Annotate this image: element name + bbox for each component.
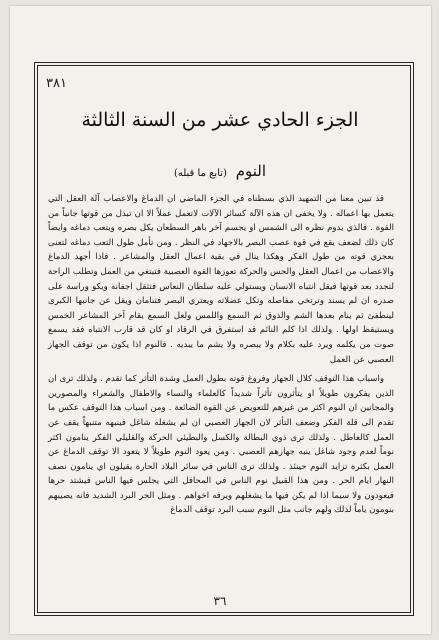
part-heading: الجزء الحادي عشر من السنة الثالثة: [81, 109, 359, 131]
page-number-top: ٣٨١: [46, 76, 67, 91]
book-page: [10, 6, 431, 634]
paragraph: واسباب هذا التوقف كلال الجهاز وفروغ قوته بطول العمل وشدة التأثر كما تقدم . ولذلك ترى ان الذين يفكرون طويلاً او يتأثرون تأثراً شديداً كالعلماء والنساء والاطفال والشعراء والمصورين والمجانين ان النوم اكثر من غيرهم للتعويض عن القوة الضائعة . ومن اسباب هذا التوقف عكس ما تقدم الى قلة الفكر وضعف التأثر لان الجهاز العصبي ان لم يشغله شاغل فينبهه متنبهاً يقف عن العمل كالعاطل . ولذلك ترى ذوي البطالة والكسل والبطيئي الحركة والقليلي الفكر ينامون اكثر نوماً لعدم وجود شاغل ينبه جهازهم العصبي . ومن يعود النوم طويلاً لا يتعود الا توقف الدماغ عن العمل بكثرة تزايد النوم حينئذ . ولذلك ترى الناس في سائر البلاد الحارة يقيلون اي ينامون نصف النهار ايام الحر . ومن هذا القبيل نوم الناس في المحافل التي يجلس فيها الناس فيشتد حرها فيعودون ولا سيما اذا لم يكن فيها ما يشغلهم ويرفه اخواهم . ومثل الحر البرد الشديد فانه يصيبهم بنومون ياماً لذلك ولهم جانب مثل النوم سبب البرد توقف الدماغ: [48, 374, 394, 516]
section-title: [40, 162, 400, 180]
section-subtitle: (تابع ما قبله): [173, 168, 227, 179]
section-title-text: النوم: [235, 162, 267, 180]
body-text: [48, 192, 394, 518]
paragraph: قد تبين معنا من التمهيد الذي بسطناه في الجزء الماضي ان الدماغ والاعصاب آلة العقل التي يتعمل بها اعماله . ولا يخفى ان هذه الآلة كسائر الآلات لاتعمل عملاً الا ان تبذل من قوتها جانباً من القوة . فالذي يدوم نظره الى الشمس او يجسم آخر باهر السطعان يكل بصره ويتعب دماغه وايضاً كان ذلك لضعف يقع في قوة عصب البصر بالاجهاد في النظر . ومن تأمل طول التعب دماغه لتعنى بعجزي قوته من طول الفكر وهكذا ينال في بقية اعمال العقل والمشاعر . فاذا أجهد الدماغ والاعصاب من اعمال العقل والحس والحركة تعوزها القوة العصبية فتبتغي من العمل وتطلب الراحة لتجدد بعد قوتها فيقل انتباه الانسان ويستولي عليه سلطان النعاس فتثقل اجفانه ويكو وراسة على صدره ان لم يسند وترتخي مفاصله وتكل عضلاته ويعتري البصر فتنامان ويقل عن جانبها الكبرى لينطفئ ثم ينام بعدها الشم والذوق ثم السمع واللمس ولعل السمع يقام آخر المشاعر الخمس ويستيقظ اولها . ولذلك اذا كلم النائم قد استفرق في الرقاد او كان قد قارب الانتباه فقد يسمع صوت من يكلمه ويرد عليه بكلام ولا يبصره ولا يشم ما يبديه . فالنوم اذا يكون من توقف الجهاز العصبي عن العمل: [48, 194, 394, 365]
page-number-bottom: ٣٦: [213, 594, 227, 608]
